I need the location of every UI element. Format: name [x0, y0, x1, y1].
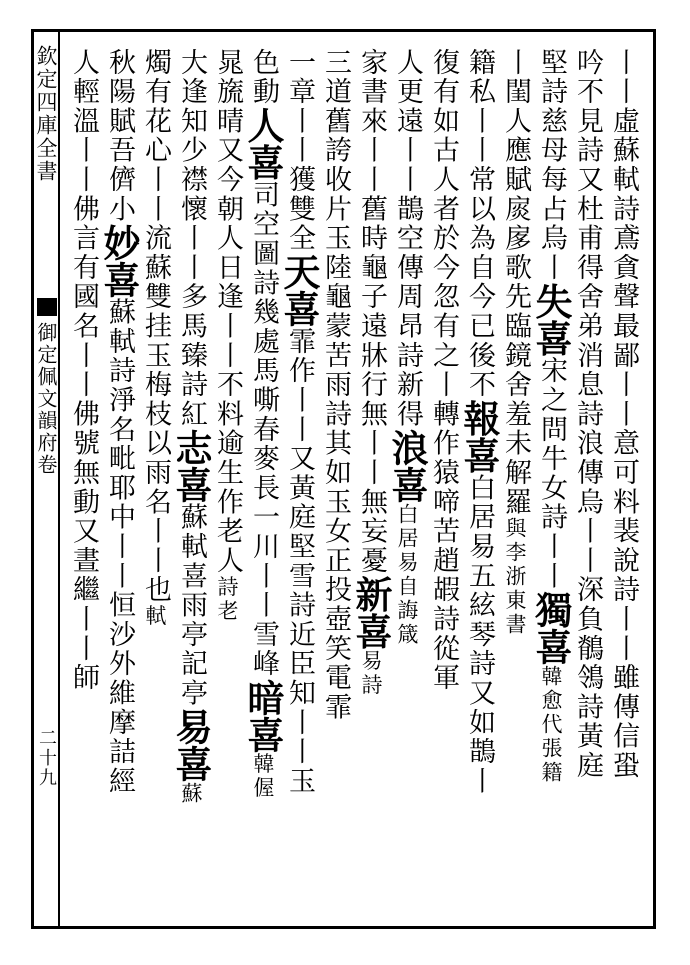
headword: 失喜	[529, 282, 573, 357]
column-text: 晁旒	[212, 48, 243, 107]
annotation-text: 白居易自誨箴	[395, 502, 419, 647]
column-text: 堅詩慈母每占烏丨	[536, 48, 567, 283]
column-text: 丨轉作猿啼苦趙嘏詩從軍	[428, 370, 459, 693]
headword: 人喜	[241, 106, 285, 181]
column-text: 丨閨人應賦扊扅歌	[500, 48, 531, 283]
annotation-text: 韓愈代張籍	[539, 664, 563, 785]
headword: 天喜	[277, 253, 321, 328]
column-text: 家書來丨丨舊時龜子遠牀行	[356, 48, 387, 400]
column-text: 人輕溫丨丨	[68, 48, 99, 195]
column-text: 蘇軾喜雨亭記亭	[176, 502, 207, 709]
annotation-text: 蘇	[179, 782, 203, 807]
column-text: 司空圖詩幾處馬嘶春麥長一川丨丨雪峰	[248, 180, 279, 679]
fishtail-marker	[37, 298, 57, 316]
column-text: 宋之問牛女詩丨丨	[536, 356, 567, 591]
annotation-text: 軾	[143, 604, 167, 629]
column-text: 蘇軾詩淨名毗耶中丨丨恒沙外維摩詰經	[104, 297, 135, 796]
column-text: 色動	[248, 48, 279, 107]
headword: 妙喜	[97, 223, 141, 298]
column-text: 以雨名丨丨也	[140, 428, 171, 605]
column-text: 吟不見詩又杜甫得舍弟消息詩浪傳烏丨丨深負鶺鴒詩黃庭	[572, 48, 603, 781]
column-text: 白居易五絃琴詩又如鵲丨	[464, 473, 495, 796]
column-text: 無丨丨無妄憂	[356, 399, 387, 576]
headword: 暗喜	[241, 678, 285, 753]
folio-number: 二十九	[36, 728, 57, 788]
column-text: 佛言有國名丨丨佛號無動又晝繼丨丨師	[68, 194, 99, 693]
headword: 獨喜	[529, 590, 573, 665]
headword: 志喜	[169, 428, 213, 503]
annotation-text: 易詩	[359, 649, 383, 698]
headword: 易喜	[169, 708, 213, 783]
annotation-text: 詩老	[215, 575, 239, 624]
column-text: 大逢知少襟懷丨丨多馬臻詩紅	[176, 48, 207, 429]
column-text: 人更遠丨丨鵲空傳周昂詩新得	[392, 48, 423, 429]
column-text: 先臨鏡舍羞未解羅	[500, 282, 531, 517]
column-text: 霏作丨丨又黃庭堅雪詩近臣知丨丨玉	[284, 327, 315, 796]
column-text: 晴又今朝人日逢丨丨不料逾生作老人	[212, 106, 243, 576]
column-text: 秋陽賦吾儕小	[104, 48, 135, 224]
text-column	[60, 48, 106, 918]
annotation-text: 韓偓	[251, 752, 275, 801]
column-text: 一章丨丨獲雙全	[284, 48, 315, 254]
headword: 報喜	[457, 399, 501, 474]
column-text: 三道舊誇收片玉陸龜蒙苦雨詩其如玉女正投壺笑電霏	[320, 48, 351, 722]
annotation-text: 與李浙東書	[503, 516, 527, 637]
headword: 浪喜	[385, 428, 429, 503]
column-text: 丨丨虛蘇軾詩鳶貪聲最鄙丨丨意可料裴說詩丨丨雖傳信蛩	[608, 48, 639, 781]
volume-subtitle: 御定佩文韻府卷	[34, 322, 58, 476]
column-text: 復有如古人者於今忽有之	[428, 48, 459, 371]
column-text: 籍私丨丨常以為自今已後不	[464, 48, 495, 400]
column-text: 燭有花心丨丨流蘇雙挂玉梅枝	[140, 48, 171, 429]
book-title: 欽定四庫全書	[34, 45, 58, 183]
headword: 新喜	[349, 575, 393, 650]
